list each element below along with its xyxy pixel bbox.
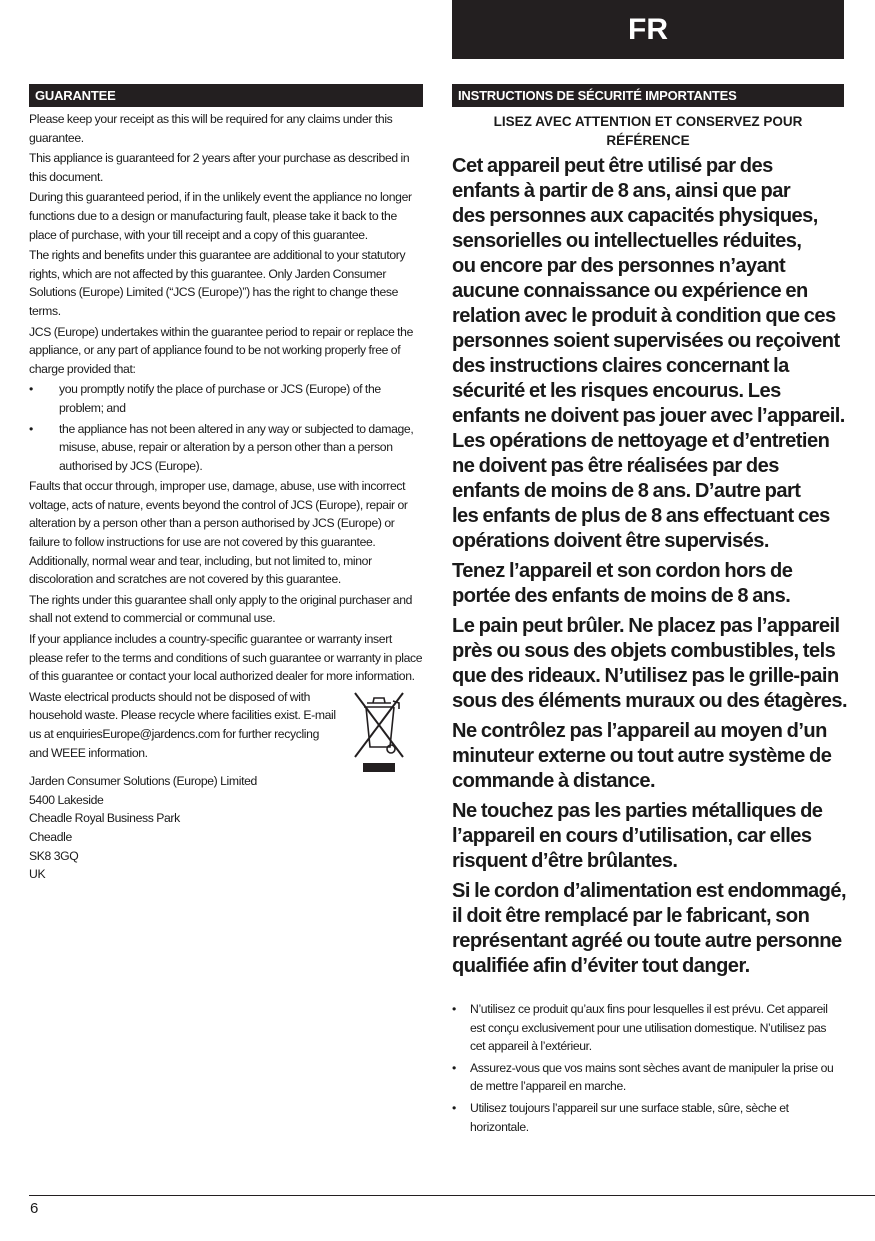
guarantee-paragraph: Faults that occur through, improper use, damage, abuse, use with incorrect voltage, acts of nature, events beyond the control of JCS (Europe), repair or alteration by a person other than a person authorised by JCS (Europe) or failure to follow instructions for use are not covered by this guarantee. Additionally, normal wear and tear, including, but not limited to, minor discoloration and scratches are not covered by this guarantee.	[29, 479, 408, 587]
guarantee-conditions-list	[29, 380, 423, 475]
safety-warning-line: personnes soient supervisées ou reçoivent	[452, 330, 840, 352]
safety-warning-line: Ne touchez pas les parties métalliques de	[452, 800, 823, 822]
guarantee-paragraph: Please keep your receipt as this will be required for any claims under this guarantee.	[29, 112, 393, 145]
safety-warning-line: les enfants de plus de 8 ans effectuant ces	[452, 505, 830, 527]
safety-warning-line: opérations doivent être supervisés.	[452, 530, 769, 552]
crossed-out-wheelie-bin-icon	[349, 685, 409, 775]
list-item-text: the appliance has not been altered in any way or subjected to damage, misuse, abuse, repair or alteration by a person other than a person authorised by JCS (Europe).	[59, 421, 414, 473]
guarantee-paragraph: The rights under this guarantee shall only apply to the original purchaser and shall not extend to commercial or communal use.	[29, 592, 413, 626]
list-item-text: Utilisez toujours l’appareil sur une surface stable, sûre, sèche et horizontale.	[470, 1100, 789, 1134]
safety-warning-line: qualifiée afin d’éviter tout danger.	[452, 955, 750, 977]
safety-bullet-list	[452, 1000, 844, 1136]
safety-warning-paragraph	[452, 154, 845, 554]
safety-warning-line: Ne contrôlez pas l’appareil au moyen d’un	[452, 720, 827, 742]
list-item-text: Assurez-vous que vos mains sont sèches avant de manipuler la prise ou de mettre l’appareil en marche.	[470, 1060, 834, 1094]
list-item	[452, 1059, 844, 1096]
safety-subheader: LISEZ AVEC ATTENTION ET CONSERVEZ POUR RÉFÉRENCE	[493, 114, 803, 148]
list-item	[29, 420, 423, 476]
weee-notice	[29, 688, 423, 762]
language-tab: FR	[452, 0, 844, 59]
safety-header: INSTRUCTIONS DE SÉCURITÉ IMPORTANTES	[452, 84, 844, 107]
bullet-icon: •	[29, 421, 33, 436]
address-line: Cheadle	[29, 829, 72, 844]
address-line: Jarden Consumer Solutions (Europe) Limited	[29, 774, 257, 789]
bullet-icon: •	[452, 1002, 456, 1016]
safety-warning-line: risquent d’être brûlantes.	[452, 850, 678, 872]
safety-warning-paragraph	[452, 799, 838, 874]
safety-warning-line: commande à distance.	[452, 770, 656, 792]
safety-warning-line: l’appareil en cours d’utilisation, car elles	[452, 825, 812, 847]
guarantee-section	[29, 84, 423, 884]
address-line: Cheadle Royal Business Park	[29, 811, 180, 826]
safety-warning-line: sous des éléments muraux ou des étagères.	[452, 690, 848, 712]
safety-warning-paragraph	[452, 719, 838, 794]
safety-warning-line: Cet appareil peut être utilisé par des	[452, 155, 773, 177]
bullet-icon: •	[452, 1060, 456, 1075]
list-item-text: you promptly notify the place of purchase or JCS (Europe) of the problem; and	[59, 382, 381, 415]
safety-warning-line: enfants ne doivent pas jouer avec l’appareil.	[452, 405, 845, 427]
safety-warning-line: enfants de moins de 8 ans. D’autre part	[452, 480, 801, 502]
bullet-icon: •	[29, 382, 33, 397]
bullet-icon: •	[452, 1100, 456, 1115]
safety-section	[452, 84, 848, 1139]
safety-warning-line: Si le cordon d’alimentation est endommagé,	[452, 880, 847, 902]
safety-warning-line: que des rideaux. N’utilisez pas le grille-pain	[452, 665, 839, 687]
list-item-text: N’utilisez ce produit qu’aux fins pour lesquelles il est prévu. Cet appareil est conçu exclusivement pour une utilisation domestique. N’utilisez pas cet appareil à l’extérieur.	[470, 1002, 828, 1054]
safety-warning-line: relation avec le produit à condition que ces	[452, 305, 836, 327]
safety-warning-line: sécurité et les risques encourus. Les	[452, 380, 781, 402]
footer-divider	[29, 1195, 875, 1196]
safety-warning-line: des instructions claires concernant la	[452, 355, 789, 377]
safety-warnings	[452, 154, 848, 979]
safety-warning-line: ne doivent pas être réalisées par des	[452, 455, 779, 477]
guarantee-paragraph: During this guaranteed period, if in the unlikely event the appliance no longer functions due to a design or manufacturing fault, please take it back to the place of purchase, with your till receipt and a copy of this guarantee.	[29, 190, 412, 242]
safety-warning-line: Tenez l’appareil et son cordon hors de	[452, 560, 793, 582]
safety-warning-line: près ou sous des objets combustibles, tels	[452, 640, 836, 662]
safety-warning-line: il doit être remplacé par le fabricant, son	[452, 905, 810, 927]
guarantee-paragraph: This appliance is guaranteed for 2 years after your purchase as described in this document.	[29, 151, 410, 184]
guarantee-paragraph: The rights and benefits under this guarantee are additional to your statutory rights, which are not affected by this guarantee. Only Jarden Consumer Solutions (Europe) Limited (“JCS (Europe)”) has the right to change these terms.	[29, 248, 406, 318]
guarantee-paragraph: JCS (Europe) undertakes within the guarantee period to repair or replace the appliance, or any part of appliance found to be not working properly free of charge provided that:	[29, 324, 414, 376]
safety-warning-line: minuteur externe ou tout autre système de	[452, 745, 832, 767]
address-line: 5400 Lakeside	[29, 792, 104, 807]
safety-warning-line: ou encore par des personnes n’ayant	[452, 255, 786, 277]
guarantee-paragraph: If your appliance includes a country-specific guarantee or warranty insert please refer to the terms and conditions of such guarantee or warranty in place of this guarantee or contact your local authorized dealer for more information.	[29, 632, 423, 684]
safety-warning-paragraph	[452, 559, 838, 609]
safety-warning-line: portée des enfants de moins de 8 ans.	[452, 585, 791, 607]
list-item	[452, 1099, 844, 1136]
safety-warning-line: des personnes aux capacités physiques,	[452, 205, 818, 227]
page-number: 6	[30, 1200, 39, 1217]
weee-text: Waste electrical products should not be disposed of with household waste. Please recycle where facilities exist. E-mail us at enquiriesEurope@jardencs.com for further recycling and WEEE information.	[29, 689, 336, 760]
safety-warning-line: aucune connaissance ou expérience en	[452, 280, 808, 302]
address-line: SK8 3GQ	[29, 848, 79, 863]
list-item	[452, 1000, 844, 1056]
safety-warning-line: sensorielles ou intellectuelles réduites,	[452, 230, 802, 252]
safety-warning-paragraph	[452, 614, 848, 714]
safety-warning-paragraph	[452, 879, 847, 979]
safety-warning-line: Les opérations de nettoyage et d’entretien	[452, 430, 830, 452]
list-item	[29, 380, 423, 417]
company-address	[29, 772, 423, 884]
address-line: UK	[29, 867, 46, 882]
safety-warning-line: enfants à partir de 8 ans, ainsi que par	[452, 180, 791, 202]
safety-warning-line: représentant agréé ou toute autre personne	[452, 930, 842, 952]
guarantee-header: GUARANTEE	[29, 84, 423, 107]
safety-warning-line: Le pain peut brûler. Ne placez pas l’appareil	[452, 615, 840, 637]
